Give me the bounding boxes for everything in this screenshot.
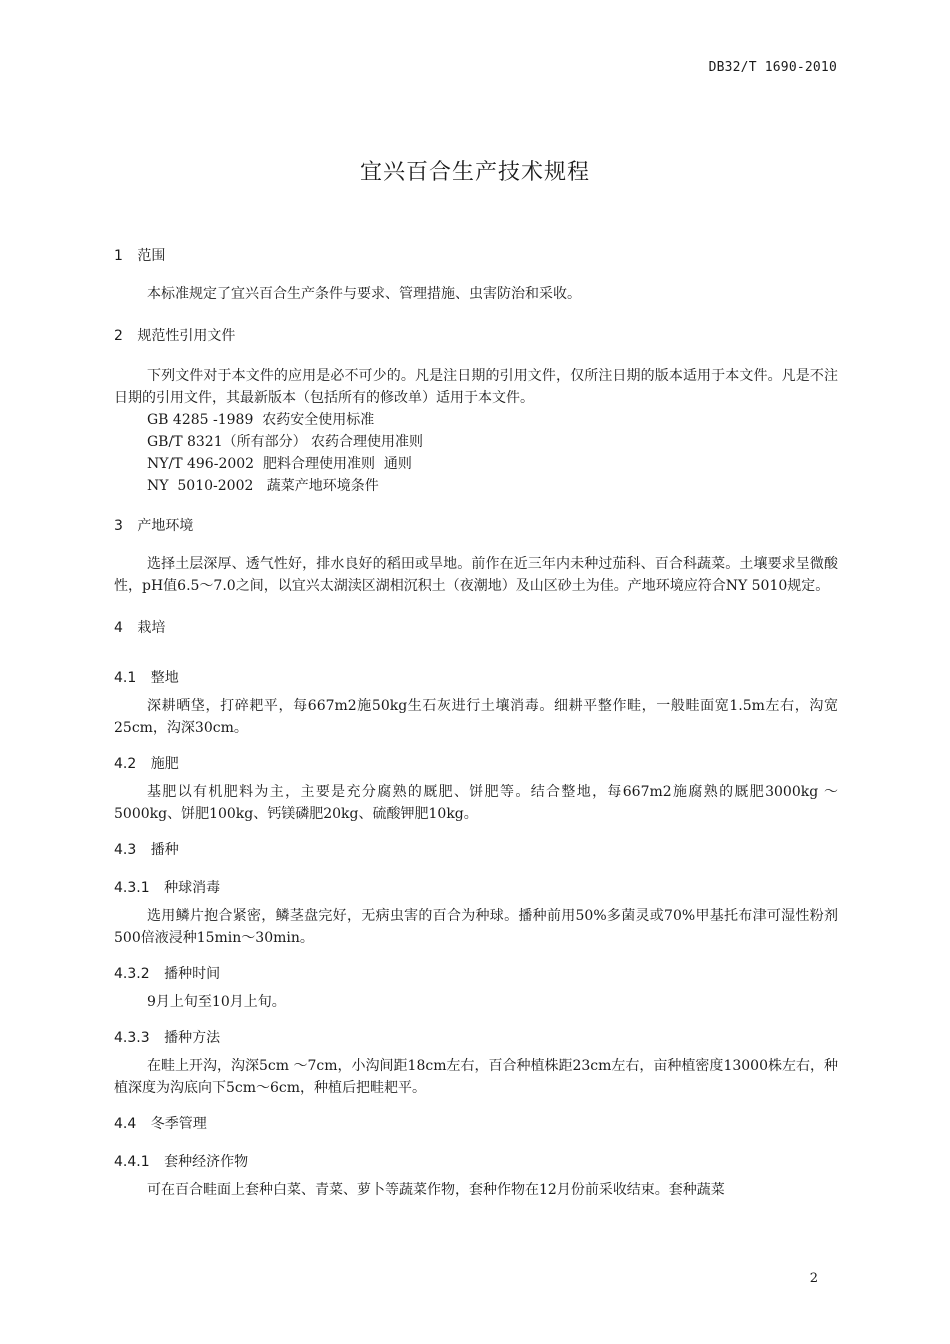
section-heading-1 [114, 245, 838, 265]
section-number: 4.3 [114, 842, 137, 858]
section-title: 施肥 [150, 756, 179, 772]
section-heading-4 [114, 617, 838, 637]
page-number: 2 [809, 1271, 818, 1286]
section-title: 播种方法 [164, 1030, 221, 1046]
paragraph: 可在百合畦面上套种白菜、青菜、萝卜等蔬菜作物，套种作物在12月份前采收结束。套种蔬菜 [147, 1182, 725, 1198]
reference-item: GB/T 8321（所有部分） 农药合理使用准则 [147, 434, 424, 450]
section-number: 2 [114, 328, 123, 344]
section-heading-4-4-1 [114, 1151, 838, 1171]
paragraph: 基肥以有机肥料为主，主要是充分腐熟的厩肥、饼肥等。结合整地，每667m2施腐熟的厩肥3000kg ～5000kg、饼肥100kg、钙镁磷肥20kg、硫酸钾肥10kg。 [114, 784, 838, 822]
section-title: 播种时间 [164, 966, 221, 982]
paragraph: 深耕晒垡，打碎耙平，每667m2施50kg生石灰进行土壤消毒。细耕平整作畦，一般畦面宽1.5m左右，沟宽25cm，沟深30cm。 [114, 698, 838, 736]
section-title: 套种经济作物 [164, 1154, 249, 1170]
section-number: 4.4.1 [114, 1154, 150, 1170]
section-number: 4.1 [114, 670, 137, 686]
document-code: DB32/T 1690-2010 [708, 60, 837, 75]
section-number: 4.3.3 [114, 1030, 150, 1046]
paragraph: 9月上旬至10月上旬。 [147, 994, 286, 1010]
section-heading-4-2 [114, 753, 838, 773]
paragraph: 在畦上开沟，沟深5cm ～7cm，小沟间距18cm左右，百合种植株距23cm左右，亩种植密度13000株左右，种植深度为沟底向下5cm～6cm，种植后把畦耙平。 [114, 1058, 838, 1096]
section-title: 栽培 [137, 620, 166, 636]
section-heading-4-3-2 [114, 963, 838, 983]
section-heading-2 [114, 325, 838, 345]
section-title: 播种 [150, 842, 179, 858]
section-number: 4.3.1 [114, 880, 150, 896]
paragraph: 选择土层深厚、透气性好，排水良好的稻田或旱地。前作在近三年内未种过茄科、百合科蔬菜。土壤要求呈微酸性，pH值6.5～7.0之间，以宜兴太湖渎区湖相沉积土（夜潮地）及山区砂土为佳。产地环境应符合NY 5010规定。 [114, 556, 838, 594]
section-title: 产地环境 [137, 518, 194, 534]
document-title: 宜兴百合生产技术规程 [359, 160, 590, 185]
section-heading-4-3-3 [114, 1027, 838, 1047]
section-number: 4.4 [114, 1116, 137, 1132]
section-heading-4-3-1 [114, 877, 838, 897]
section-title: 种球消毒 [164, 880, 221, 896]
reference-item: NY 5010-2002 蔬菜产地环境条件 [147, 478, 379, 494]
reference-item: GB 4285 -1989 农药安全使用标准 [147, 412, 375, 428]
section-heading-4-3 [114, 839, 838, 859]
section-title: 范围 [137, 248, 166, 264]
section-number: 4.3.2 [114, 966, 150, 982]
paragraph: 选用鳞片抱合紧密，鳞茎盘完好，无病虫害的百合为种球。播种前用50%多菌灵或70%甲基托布津可湿性粉剂500倍液浸种15min～30min。 [114, 908, 838, 946]
section-number: 4.2 [114, 756, 137, 772]
section-number: 1 [114, 248, 123, 264]
section-heading-3 [114, 515, 838, 535]
section-title: 冬季管理 [150, 1116, 207, 1132]
section-heading-4-1 [114, 667, 838, 687]
section-number: 3 [114, 518, 123, 534]
reference-item: NY/T 496-2002 肥料合理使用准则 通则 [147, 456, 412, 472]
section-title: 规范性引用文件 [137, 328, 236, 344]
paragraph: 下列文件对于本文件的应用是必不可少的。凡是注日期的引用文件，仅所注日期的版本适用于本文件。凡是不注日期的引用文件，其最新版本（包括所有的修改单）适用于本文件。 [114, 368, 838, 406]
section-heading-4-4 [114, 1113, 838, 1133]
paragraph: 本标准规定了宜兴百合生产条件与要求、管理措施、虫害防治和采收。 [147, 286, 581, 302]
section-title: 整地 [150, 670, 179, 686]
document-body [114, 245, 838, 1201]
section-number: 4 [114, 620, 123, 636]
